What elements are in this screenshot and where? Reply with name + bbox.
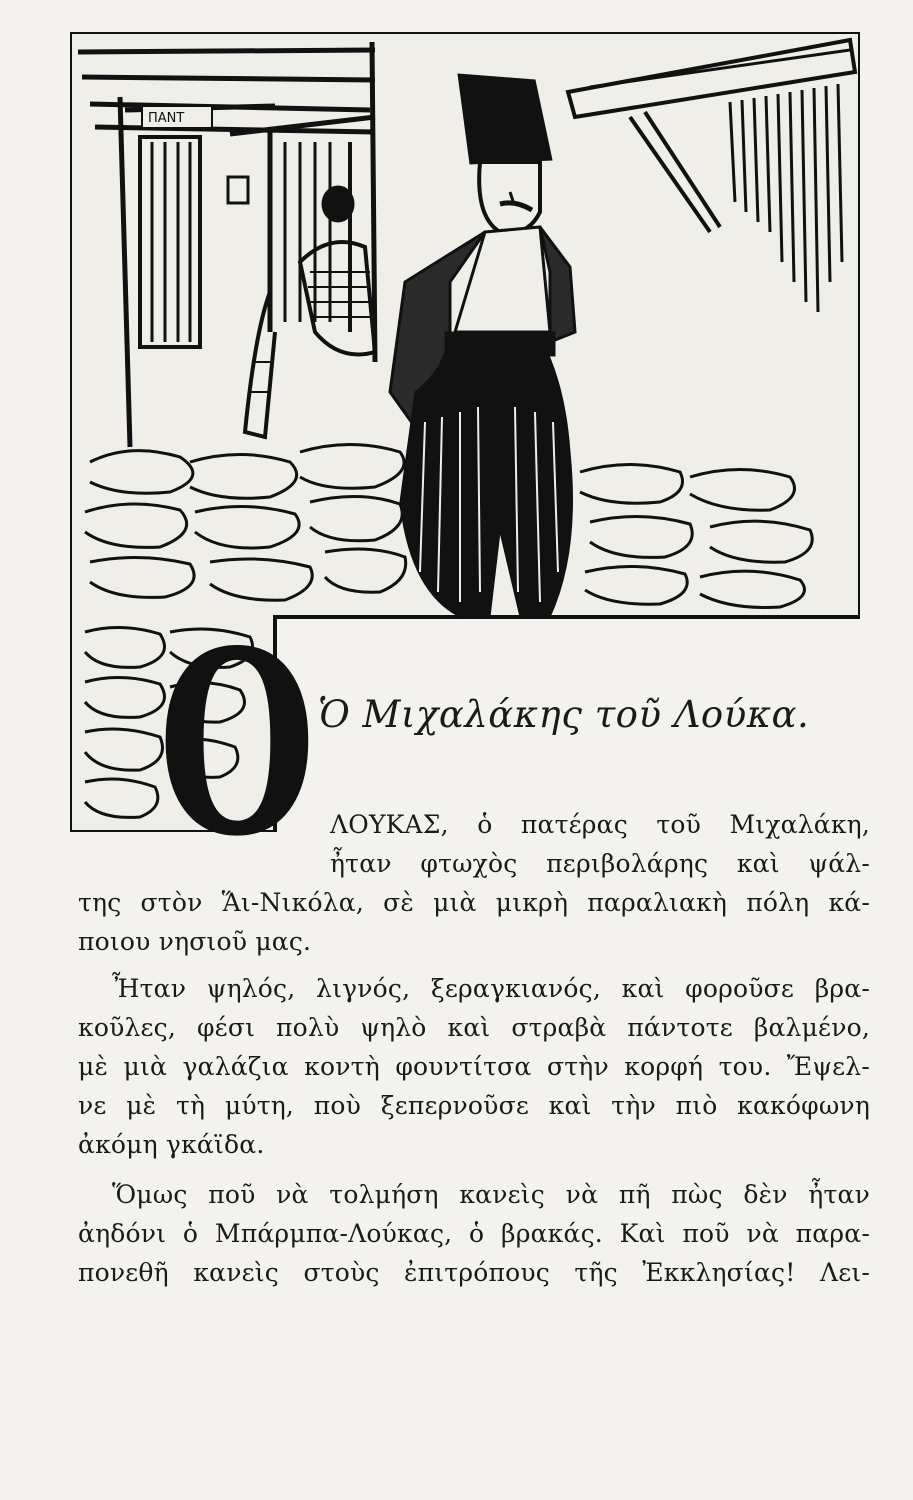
body-line: της στὸν Ἅι-Νικόλα, σὲ μιὰ μικρὴ παραλιακὴ πόλη κά- bbox=[78, 888, 870, 917]
shop-sign bbox=[142, 106, 212, 128]
body-line: ἦταν φτωχὸς περιβολάρης καὶ ψάλ- bbox=[330, 849, 870, 878]
chapter-title: Ὁ Μιχαλάκης τοῦ Λούκα. bbox=[318, 693, 810, 736]
body-line: μὲ μιὰ γαλάζια κοντὴ φουντίτσα στὴν κορφή του. Ἔψελ- bbox=[78, 1052, 870, 1081]
body-line: κοῦλες, φέσι πολὺ ψηλὸ καὶ στραβὰ πάντοτε βαλμένο, bbox=[78, 1013, 870, 1042]
body-line: ἀηδόνι ὁ Μπάρμπα-Λούκας, ὁ βρακάς. Καὶ ποῦ νὰ παρα- bbox=[78, 1219, 870, 1248]
body-line: ΛΟΥΚΑΣ, ὁ πατέρας τοῦ Μιχαλάκη, bbox=[330, 810, 870, 839]
drop-cap: Ο bbox=[158, 596, 317, 892]
shop-sign-text: ΠΑΝΤ bbox=[148, 111, 185, 126]
body-line: ποιου νησιοῦ μας. bbox=[78, 927, 312, 956]
body-line: πονεθῆ κανεὶς στοὺς ἐπιτρόπους τῆς Ἐκκλησίας! Λει- bbox=[78, 1258, 870, 1287]
body-line: Ὅμως ποῦ νὰ τολμήση κανεὶς νὰ πῆ πὼς δὲν ἦταν bbox=[112, 1180, 870, 1209]
body-line: νε μὲ τὴ μύτη, ποὺ ξεπερνοῦσε καὶ τὴν πιὸ κακόφωνη bbox=[78, 1091, 870, 1120]
body-line: Ἦταν ψηλός, λιγνός, ξεραγκιανός, καὶ φοροῦσε βρα- bbox=[112, 974, 870, 1003]
body-line: ἀκόμη γκάϊδα. bbox=[78, 1130, 265, 1159]
